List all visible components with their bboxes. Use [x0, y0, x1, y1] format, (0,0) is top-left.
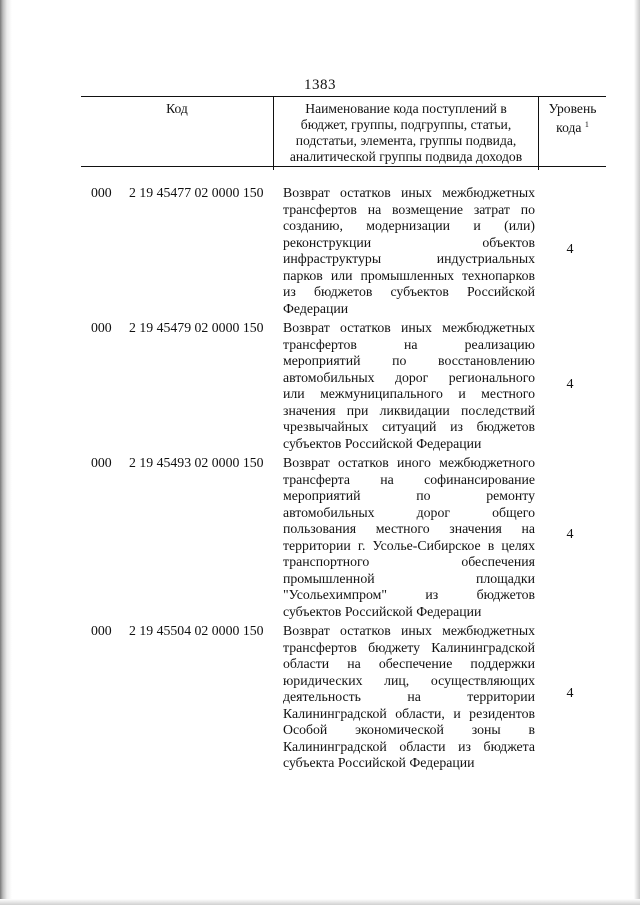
name-line: трансфертов бюджету Калининградской — [283, 639, 535, 655]
revenue-code: 2 19 45479 02 0000 150 — [129, 320, 264, 335]
name-line: "Усольехимпром" из бюджетов — [283, 587, 535, 602]
name-line: инфраструктуры индустриальных — [283, 251, 535, 266]
table-row-code — [91, 320, 264, 337]
admin-code: 000 — [91, 185, 112, 200]
name-line: мероприятий по восстановлению — [283, 353, 535, 368]
admin-code: 000 — [91, 623, 112, 638]
footnote-marker: 1 — [584, 120, 589, 129]
name-line: Калининградской области, и резидентов — [283, 705, 535, 721]
name-line: Федерации — [283, 300, 349, 316]
name-line: из бюджетов субъектов Российской — [283, 284, 535, 299]
code-level: 4 — [566, 527, 574, 542]
name-line: субъекта Российской Федерации — [283, 755, 475, 770]
name-line: автомобильных дорог регионального — [283, 369, 535, 385]
scan-shadow-bottom — [0, 899, 640, 905]
header-level-line: Уровень — [548, 101, 597, 116]
table-row-name — [283, 320, 535, 452]
revenue-code: 2 19 45504 02 0000 150 — [129, 623, 264, 638]
scan-shadow-right — [634, 0, 640, 905]
name-line: территории г. Усолье-Сибирское в целях — [283, 537, 535, 553]
name-line: Калининградской области из бюджета — [283, 738, 535, 754]
header-level-line — [539, 117, 606, 136]
admin-code: 000 — [91, 455, 112, 470]
header-name-line: подстатьи, элемента, группы подвида, — [295, 133, 517, 148]
name-line: субъектов Российской Федерации — [283, 603, 482, 619]
table-row-code — [91, 185, 264, 202]
name-line: значения при ликвидации последствий — [283, 402, 535, 418]
page-number: 1383 — [304, 77, 336, 93]
name-line: трансферта на софинансирование — [283, 471, 535, 487]
table-header — [81, 96, 606, 167]
table-row-name — [283, 623, 535, 772]
header-level-text: кода — [556, 120, 582, 135]
name-line: промышленной площадки — [283, 570, 535, 586]
revenue-code: 2 19 45477 02 0000 150 — [129, 185, 264, 200]
code-level: 4 — [566, 377, 574, 392]
name-line: пользования местного значения на — [283, 521, 535, 536]
name-line: области на обеспечение поддержки — [283, 656, 535, 671]
name-line: реконструкции объектов — [283, 234, 535, 250]
header-name-line: бюджет, группы, подгруппы, статьи, — [300, 117, 512, 132]
name-line: трансфертов на возмещение затрат по — [283, 201, 535, 217]
header-code: Код — [81, 97, 274, 170]
code-level: 4 — [566, 686, 574, 701]
name-line: созданию, модернизации и (или) — [283, 218, 535, 233]
table-row-code — [91, 455, 264, 472]
name-line: Возврат остатков иных межбюджетных — [283, 320, 535, 335]
table-row-name — [283, 455, 535, 620]
table-row-name — [283, 185, 535, 317]
header-level — [539, 97, 606, 170]
name-line: Возврат остатков иных межбюджетных — [283, 185, 535, 200]
table-row-code — [91, 623, 264, 640]
name-line: Особой экономической зоны в — [283, 722, 535, 737]
header-name-line: аналитической группы подвида доходов — [289, 149, 523, 164]
name-line: мероприятий по ремонту — [283, 488, 535, 503]
name-line: или межмуниципального и местного — [283, 386, 535, 401]
name-line: Возврат остатков иного межбюджетного — [283, 455, 535, 470]
name-line: трансфертов на реализацию — [283, 336, 535, 352]
name-line: транспортного обеспечения — [283, 554, 535, 569]
name-line: юридических лиц, осуществляющих — [283, 672, 535, 688]
revenue-code: 2 19 45493 02 0000 150 — [129, 455, 264, 470]
name-line: деятельность на территории — [283, 689, 535, 704]
code-level: 4 — [566, 242, 574, 257]
name-line: автомобильных дорог общего — [283, 504, 535, 520]
name-line: парков или промышленных технопарков — [283, 267, 535, 283]
header-name-line: Наименование кода поступлений в — [305, 101, 507, 116]
name-line: Возврат остатков иных межбюджетных — [283, 623, 535, 638]
admin-code: 000 — [91, 320, 112, 335]
header-name — [274, 97, 539, 170]
scan-shadow-left — [0, 0, 12, 905]
name-line: чрезвычайных ситуаций из бюджетов — [283, 419, 535, 434]
name-line: субъектов Российской Федерации — [283, 435, 482, 451]
